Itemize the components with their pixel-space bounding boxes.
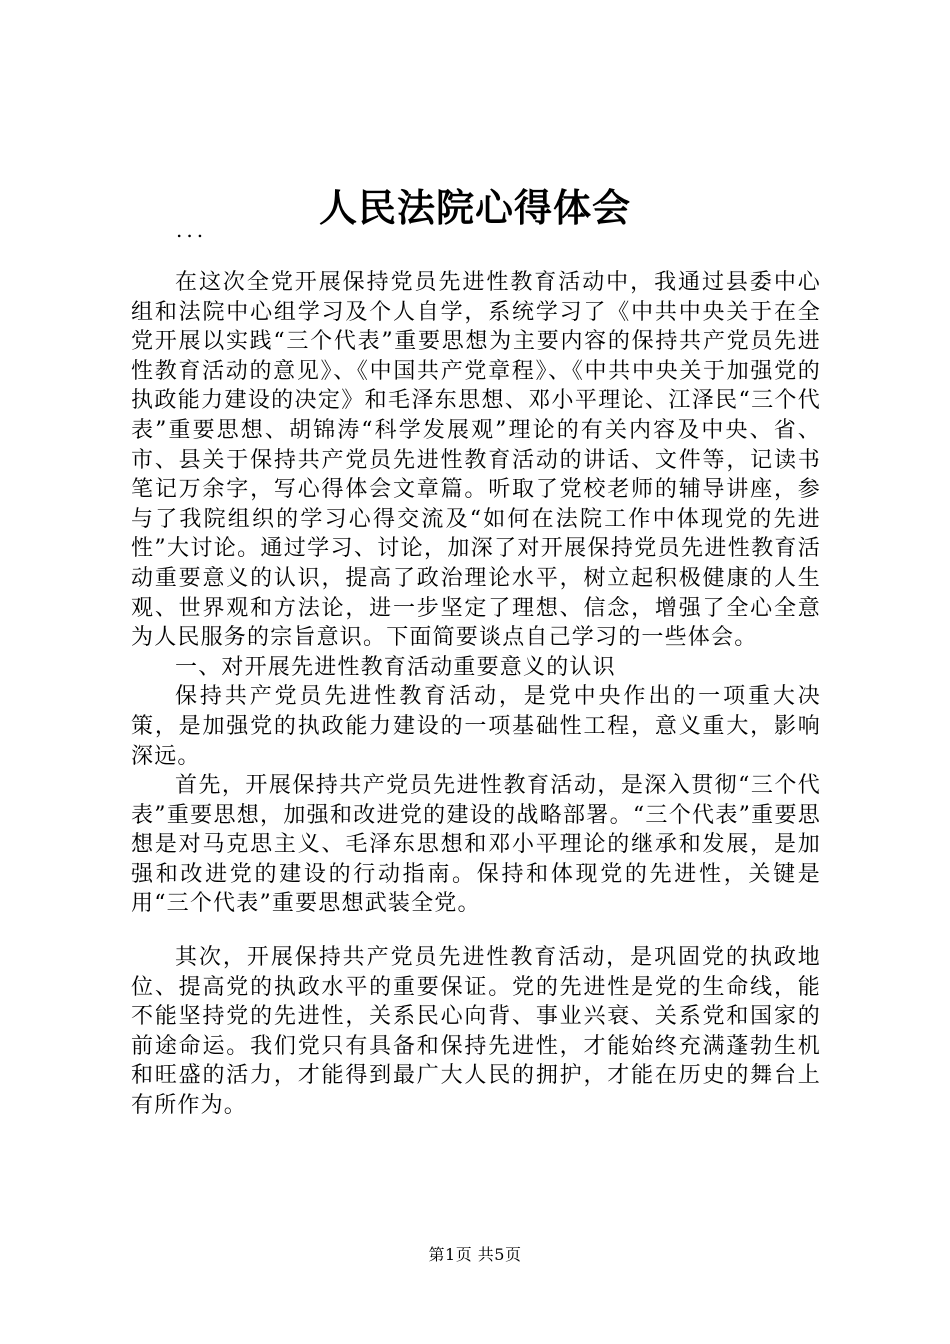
paragraph-second-point: 其次，开展保持共产党员先进性教育活动，是巩固党的执政地位、提高党的执政水平的重要保证。党的先进性是党的生命线，能不能坚持党的先进性，关系民心向背、事业兴衰、关系党和国家的前途命运。我们党只有具备和保持先进性，才能始终充满蓬勃生机和旺盛的活力，才能得到最广大人民的拥护，才能在历史的舞台上有所作为。 <box>131 945 821 1119</box>
paragraph-significance: 保持共产党员先进性教育活动，是党中央作出的一项重大决策，是加强党的执政能力建设的一项基础性工程，意义重大，影响深远。 <box>131 684 821 769</box>
paragraph-intro: 在这次全党开展保持党员先进性教育活动中，我通过县委中心组和法院中心组学习及个人自学，系统学习了《中共中央关于在全党开展以实践“三个代表”重要思想为主要内容的保持共产党员先进性教育活动的意见》、《中国共产党章程》、《中共中央关于加强党的执政能力建设的决定》和毛泽东思想、邓小平理论、江泽民“三个代表”重要思想、胡锦涛“科学发展观”理论的有关内容及中央、省、市、县关于保持共产党员先进性教育活动的讲话、文件等，记读书笔记万余字，写心得体会文章篇。听取了党校老师的辅导讲座，参与了我院组织的学习心得交流及“如何在法院工作中体现党的先进性”大讨论。通过学习、讨论，加深了对开展保持党员先进性教育活动重要意义的认识，提高了政治理论水平，树立起积极健康的人生观、世界观和方法论，进一步坚定了理想、信念，增强了全心全意为人民服务的宗旨意识。下面简要谈点自己学习的一些体会。 <box>131 270 821 651</box>
ellipsis-marker: ... <box>176 218 208 242</box>
paragraph-first-point: 首先，开展保持共产党员先进性教育活动，是深入贯彻“三个代表”重要思想，加强和改进党的建设的战略部署。“三个代表”重要思想是对马克思主义、毛泽东思想和邓小平理论的继承和发展，是加强和改进党的建设的行动指南。保持和体现党的先进性，关键是用“三个代表”重要思想武装全党。 <box>131 773 821 917</box>
page-footer: 第1页 共5页 <box>428 1245 522 1264</box>
document-body <box>131 268 821 1121</box>
document-title: 人民法院心得体会 <box>318 185 631 230</box>
section-heading: 一、对开展先进性教育活动重要意义的认识 <box>175 654 616 680</box>
